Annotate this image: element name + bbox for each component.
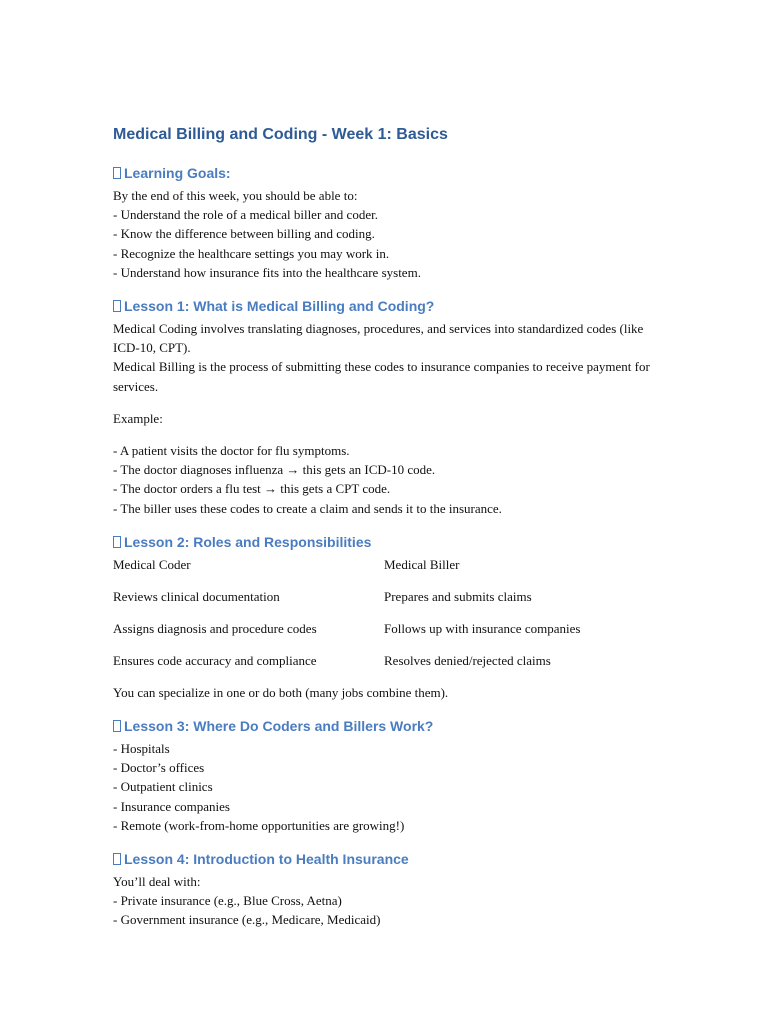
roles-table (113, 555, 673, 671)
list-item: - The biller uses these codes to create a claim and sends it to the insurance. (113, 500, 502, 516)
lesson-1-section (113, 297, 673, 518)
goals-intro: By the end of this week, you should be able to: (113, 188, 358, 203)
lesson-3-heading-text: Lesson 3: Where Do Coders and Billers Work? (124, 718, 434, 735)
lesson-2-section (113, 533, 673, 702)
missing-glyph-icon (113, 167, 121, 179)
list-item: - Hospitals (113, 741, 170, 757)
list-item: - Understand how insurance fits into the healthcare system. (113, 264, 421, 280)
learning-goals-section (113, 164, 673, 282)
table-cell: Prepares and submits claims (384, 588, 532, 604)
document-page (113, 124, 673, 945)
lesson-1-paragraph-coding: Medical Coding involves translating diagnoses, procedures, and services into standardized codes (like ICD-10, CPT). (113, 321, 644, 356)
lesson-4-intro: You’ll deal with: (113, 874, 201, 890)
lesson-3-section (113, 717, 673, 835)
lesson-4-heading (113, 850, 673, 869)
lesson-1-paragraph-billing: Medical Billing is the process of submitting these codes to insurance companies to receive payment for services. (113, 359, 650, 394)
list-item: - Government insurance (e.g., Medicare, Medicaid) (113, 912, 381, 928)
table-cell: Reviews clinical documentation (113, 588, 280, 604)
list-item: - Private insurance (e.g., Blue Cross, Aetna) (113, 893, 342, 909)
list-item: - Recognize the healthcare settings you may work in. (113, 245, 390, 261)
lesson-1-heading (113, 297, 673, 316)
list-item: - Understand the role of a medical biller and coder. (113, 207, 378, 223)
lesson-1-heading-text: Lesson 1: What is Medical Billing and Coding? (124, 298, 435, 315)
missing-glyph-icon (113, 853, 121, 865)
lesson-4-heading-text: Lesson 4: Introduction to Health Insurance (124, 851, 409, 868)
missing-glyph-icon (113, 720, 121, 732)
table-cell: Resolves denied/rejected claims (384, 652, 551, 668)
list-item: - Remote (work-from-home opportunities are growing!) (113, 817, 405, 833)
list-item: - The doctor orders a flu test → this gets a CPT code. (113, 481, 391, 497)
missing-glyph-icon (113, 300, 121, 312)
lesson-2-heading-text: Lesson 2: Roles and Responsibilities (124, 533, 372, 550)
missing-glyph-icon (113, 536, 121, 548)
lesson-4-section (113, 850, 673, 930)
example-label: Example: (113, 410, 163, 426)
column-header-coder: Medical Coder (113, 556, 191, 572)
table-cell: Follows up with insurance companies (384, 620, 581, 636)
table-cell: Ensures code accuracy and compliance (113, 652, 317, 668)
learning-goals-heading (113, 164, 673, 183)
column-header-biller: Medical Biller (384, 556, 460, 572)
list-item: - Outpatient clinics (113, 779, 213, 795)
list-item: - The doctor diagnoses influenza → this gets an ICD-10 code. (113, 462, 436, 478)
roles-note: You can specialize in one or do both (many jobs combine them). (113, 684, 449, 700)
learning-goals-heading-text: Learning Goals: (124, 165, 231, 181)
list-item: - Know the difference between billing and coding. (113, 226, 375, 242)
list-item: - Doctor’s offices (113, 760, 205, 776)
list-item: - Insurance companies (113, 798, 230, 814)
table-cell: Assigns diagnosis and procedure codes (113, 620, 317, 636)
document-title: Medical Billing and Coding - Week 1: Basics (113, 126, 448, 143)
lesson-2-heading (113, 533, 673, 552)
list-item: - A patient visits the doctor for flu symptoms. (113, 443, 350, 459)
lesson-3-heading (113, 717, 673, 736)
